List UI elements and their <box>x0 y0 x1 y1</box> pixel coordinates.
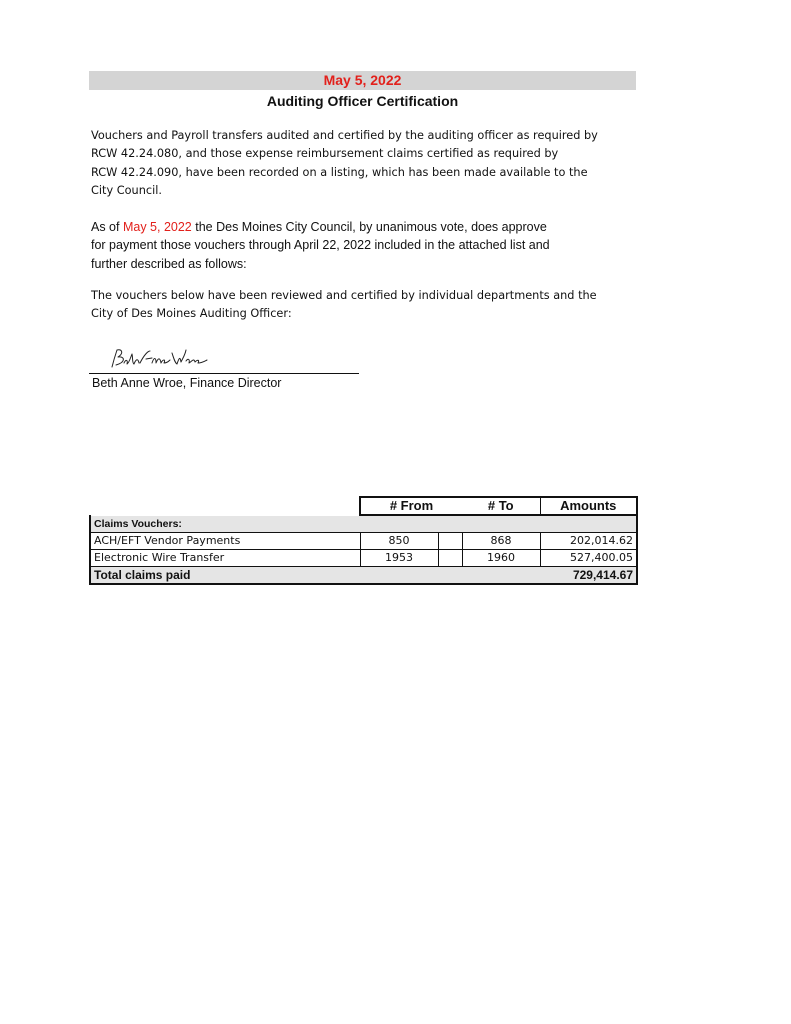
paragraph-line: City Council. <box>91 183 162 197</box>
signature-line <box>89 373 359 374</box>
total-amount: 729,414.67 <box>540 567 637 585</box>
document-date: May 5, 2022 <box>323 72 402 88</box>
paragraph-line: further described as follows: <box>91 256 247 271</box>
row-to: 1960 <box>462 550 540 567</box>
as-of-prefix: As of <box>91 220 123 234</box>
paragraph-line: The vouchers below have been reviewed and certified by individual departments and the <box>91 289 597 302</box>
signer-name-title: Beth Anne Wroe, Finance Director <box>92 376 282 390</box>
review-paragraph <box>91 287 651 324</box>
certification-paragraph <box>91 127 651 200</box>
row-spacer <box>438 550 462 567</box>
vouchers-table <box>89 496 638 585</box>
section-label: Claims Vouchers: <box>90 515 637 533</box>
paragraph-line: City of Des Moines Auditing Officer: <box>91 307 292 321</box>
approval-text: the Des Moines City Council, by unanimous vote, does approve <box>191 220 547 234</box>
handwritten-signature <box>108 345 218 375</box>
row-label: ACH/EFT Vendor Payments <box>90 533 360 550</box>
header-blank-cell <box>90 497 360 515</box>
row-spacer <box>438 533 462 550</box>
header-to: # To <box>462 497 540 515</box>
row-from: 850 <box>360 533 438 550</box>
row-to: 868 <box>462 533 540 550</box>
paragraph-line <box>91 218 651 236</box>
approval-paragraph <box>91 218 651 273</box>
approval-date: May 5, 2022 <box>122 220 192 234</box>
table-row <box>90 533 637 550</box>
paragraph-line: Vouchers and Payroll transfers audited and certified by the auditing officer as required by <box>91 129 598 142</box>
section-row <box>90 515 637 533</box>
total-row <box>90 567 637 585</box>
row-amount: 202,014.62 <box>540 533 637 550</box>
paragraph-line: for payment those vouchers through April 22, 2022 included in the attached list and <box>91 238 550 253</box>
row-label: Electronic Wire Transfer <box>90 550 360 567</box>
row-from: 1953 <box>360 550 438 567</box>
row-amount: 527,400.05 <box>540 550 637 567</box>
table-row <box>90 550 637 567</box>
date-banner <box>89 71 636 90</box>
paragraph-line: RCW 42.24.090, have been recorded on a listing, which has been made available to the <box>91 165 588 179</box>
table-header-row <box>90 497 637 515</box>
header-amounts: Amounts <box>540 497 637 515</box>
document-title: Auditing Officer Certification <box>266 93 459 109</box>
paragraph-line: RCW 42.24.080, and those expense reimbursement claims certified as required by <box>91 147 559 161</box>
header-from: # From <box>360 497 462 515</box>
total-label: Total claims paid <box>90 567 540 585</box>
